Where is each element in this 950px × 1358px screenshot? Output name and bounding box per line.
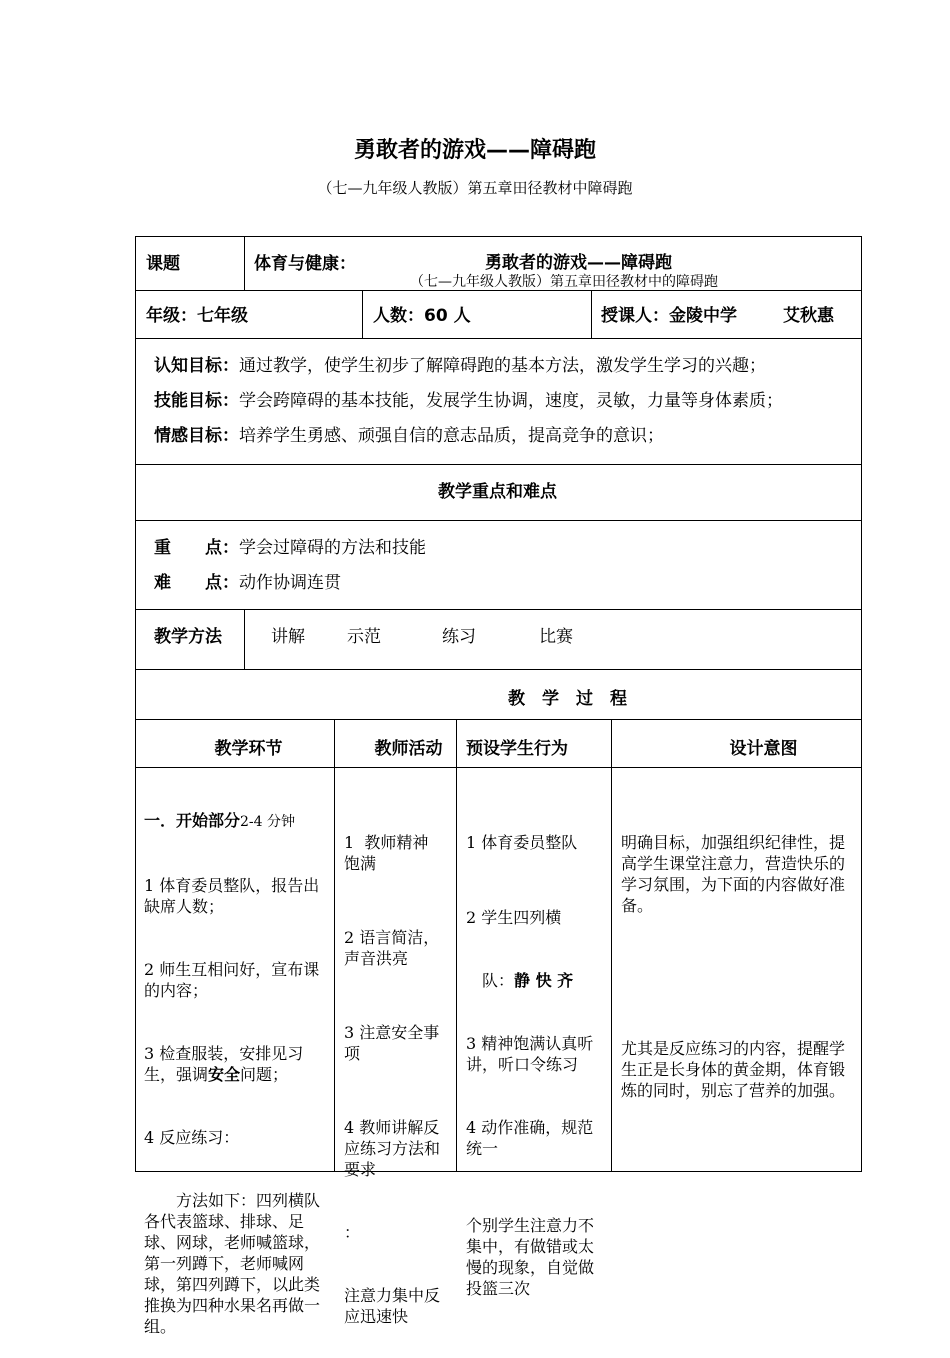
student-behavior-cell [466, 790, 602, 1320]
goal-label: 情感目标： [154, 426, 239, 446]
row-divider [135, 338, 862, 339]
teacher-name: 艾秋惠 [783, 306, 834, 326]
teacher-activity-cell [344, 790, 444, 1348]
goal-label: 认知目标： [154, 356, 239, 376]
goal-cognitive [154, 351, 766, 376]
stage-step: 4 反应练习： [144, 1128, 240, 1147]
goal-text: 学会跨障碍的基本技能，发展学生协调，速度，灵敏，力量等身体素质； [239, 391, 783, 411]
row-divider [135, 669, 862, 670]
teacher-label: 授课人：金陵中学 [601, 306, 737, 326]
method-label: 教学方法 [154, 627, 222, 647]
stage-step: 1 体育委员整队，报告出缺席人数； [144, 876, 320, 916]
student-behavior: 3 精神饱满认真听讲，听口令练习 [466, 1034, 594, 1074]
difficult-label: 难 点： [154, 573, 239, 593]
lesson-subtitle: （七—九年级人教版）第五章田径教材中的障碍跑 [410, 274, 718, 290]
row-divider [135, 520, 862, 521]
goal-skill [154, 386, 783, 411]
student-behavior: 个别学生注意力不集中，有做错或太慢的现象，自觉做投篮三次 [466, 1216, 595, 1298]
teacher-activity: 1 教师精神饱满 [344, 833, 429, 873]
design-intent-cell [621, 790, 853, 1122]
key-text: 学会过障碍的方法和技能 [239, 538, 426, 558]
col-divider [456, 719, 457, 1171]
document-title: 勇敢者的游戏——障碍跑 [353, 138, 596, 163]
col-divider [591, 290, 592, 338]
teacher-activity: 3 注意安全事项 [344, 1023, 440, 1063]
student-behavior: 1 体育委员整队 [466, 833, 578, 852]
col-divider [244, 236, 245, 290]
col-divider [611, 719, 612, 1171]
stage-step: 方法如下：四列横队各代表篮球、排球、足球、网球，老师喊篮球，第一列蹲下，老师喊网球，第四列蹲下，以此类推换为四种水果名再做一组。 [144, 1191, 321, 1336]
student-behavior: 队：静 快 齐 [466, 971, 574, 990]
col-divider [334, 719, 335, 1171]
goal-text: 培养学生勇感、顽强自信的意志品质，提高竞争的意识； [239, 426, 664, 446]
column-header: 教学环节 [214, 739, 283, 759]
design-intent: 尤其是反应练习的内容，提醒学生正是长身体的黄金期，体育锻炼的同时，别忘了营养的加强。 [621, 1039, 846, 1100]
student-behavior: 2 学生四列横 [466, 908, 562, 927]
goal-label: 技能目标： [154, 391, 239, 411]
teacher-activity: ： [344, 1223, 361, 1242]
stage-step: 2 师生互相问好，宣布课的内容； [144, 960, 320, 1000]
stage-title: 一．开始部分 [144, 811, 241, 830]
column-header: 预设学生行为 [466, 739, 568, 759]
grade-field: 年级：七年级 [146, 306, 248, 326]
teacher-activity: 注意力集中反应迅速快 [344, 1286, 441, 1326]
stage-time: 2-4 分钟 [240, 814, 296, 830]
lesson-title: 勇敢者的游戏——障碍跑 [485, 253, 672, 273]
column-header: 教师活动 [374, 739, 443, 759]
method-item: 比赛 [539, 627, 573, 647]
key-point [154, 533, 426, 558]
difficult-point [154, 568, 341, 593]
topic-label: 课题 [146, 254, 180, 274]
key-label: 重 点： [154, 538, 239, 558]
process-stage-cell [144, 768, 328, 1358]
student-count: 人数：60 人 [373, 306, 471, 326]
process-heading: 教 学 过 程 [508, 689, 627, 709]
col-divider [244, 609, 245, 669]
subject-label: 体育与健康： [254, 254, 356, 274]
design-intent: 明确目标，加强组织纪律性，提高学生课堂注意力，营造快乐的学习氛围，为下面的内容做好准备。 [621, 833, 846, 915]
difficult-text: 动作协调连贯 [239, 573, 341, 593]
key-section-heading: 教学重点和难点 [438, 482, 557, 502]
goal-emotion [154, 421, 664, 446]
row-divider [135, 719, 862, 720]
teacher-activity: 4 教师讲解反应练习方法和要求 [344, 1118, 441, 1179]
stage-step: 3 检查服装，安排见习生，强调安全问题； [144, 1044, 304, 1084]
row-divider [135, 464, 862, 465]
col-divider [362, 290, 363, 338]
document-subtitle: （七—九年级人教版）第五章田径教材中障碍跑 [317, 179, 633, 197]
method-item: 练习 [442, 627, 476, 647]
column-header: 设计意图 [729, 739, 798, 759]
student-behavior: 4 动作准确，规范统一 [466, 1118, 594, 1158]
method-item: 讲解 [271, 627, 305, 647]
method-item: 示范 [347, 627, 381, 647]
teacher-activity: 2 语言简洁，声音洪亮 [344, 928, 440, 968]
goal-text: 通过教学，使学生初步了解障碍跑的基本方法，激发学生学习的兴趣； [239, 356, 766, 376]
